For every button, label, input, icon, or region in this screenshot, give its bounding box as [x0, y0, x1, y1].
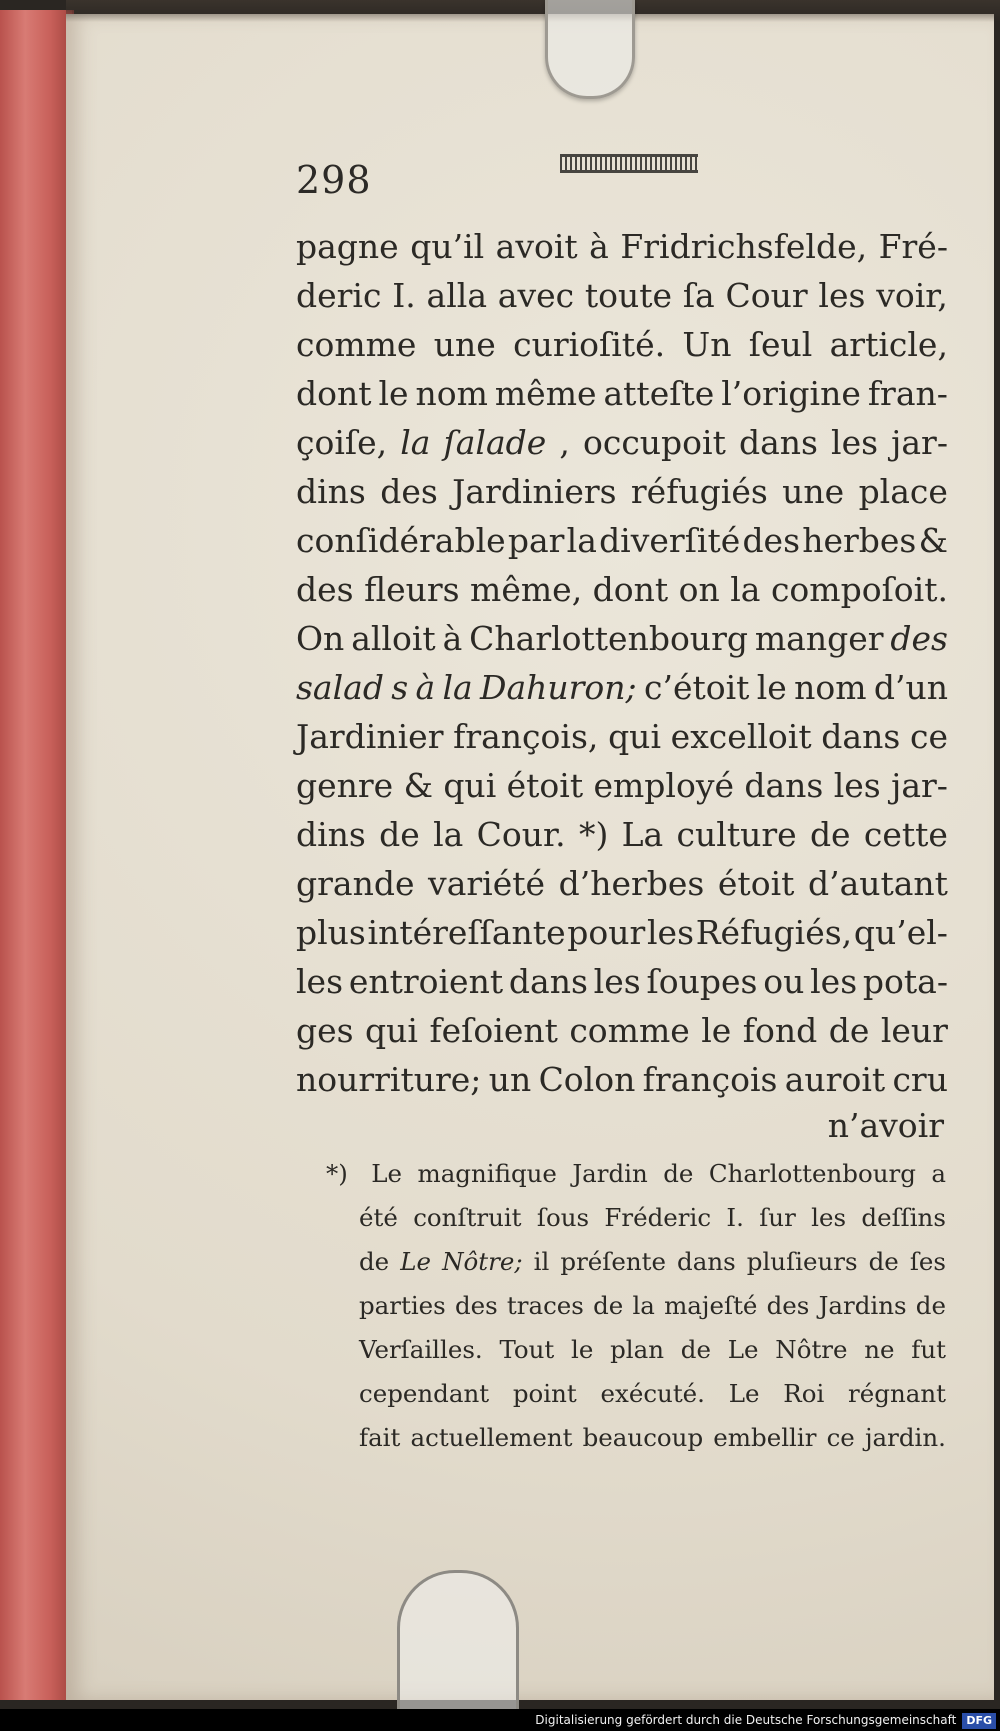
footnote	[326, 1152, 946, 1460]
body-line: plus intéreſſante pour les Réfugiés, qu’el-	[296, 913, 948, 952]
bottom-page-clip	[397, 1570, 519, 1713]
body-line: genre & qui étoit employé dans les jar-	[296, 766, 948, 805]
page-number: 298	[296, 158, 372, 202]
footnote-line: Verſailles. Tout le plan de Le Nôtre ne fut	[359, 1335, 946, 1364]
body-line: comme une curioſité. Un ſeul article,	[296, 325, 948, 364]
body-line: conſidérable par la diverſité des herbes &	[296, 521, 948, 560]
footnote-line: fait actuellement beaucoup embellir ce jardin.	[359, 1423, 946, 1452]
footnote-mark: *)	[326, 1159, 348, 1188]
dfg-logo-badge: DFG	[962, 1713, 996, 1729]
body-line: dins de la Cour. *) La culture de cette	[296, 815, 948, 854]
body-line: nourriture; un Colon françois auroit cru	[296, 1060, 948, 1099]
body-line: des fleurs même, dont on la compoſoit.	[296, 570, 948, 609]
body-line: On alloit à Charlottenbourg manger des	[296, 619, 948, 658]
page-top-shadow	[66, 0, 1000, 22]
body-line: dins des Jardiniers réfugiés une place	[296, 472, 948, 511]
digitization-footer	[0, 1709, 1000, 1731]
body-line: çoiſe, la ſalade , occupoit dans les jar-	[296, 423, 948, 462]
top-page-clip	[545, 0, 635, 99]
footnote-line: *) Le magnifique Jardin de Charlottenbourg a	[326, 1152, 946, 1196]
footnote-line: été conſtruit ſous Fréderic I. ſur les deſſins	[359, 1203, 946, 1232]
body-text	[296, 222, 948, 1104]
body-line: ges qui feſoient comme le fond de leur	[296, 1011, 948, 1050]
footnote-line: parties des traces de la majeſté des Jardins de	[359, 1291, 946, 1320]
footnote-line: cependant point exécuté. Le Roi régnant	[359, 1379, 946, 1408]
footnote-line: de Le Nôtre; il préſente dans pluſieurs de ſes	[359, 1247, 946, 1276]
body-line: grande variété d’herbes étoit d’autant	[296, 864, 948, 903]
footer-credit: Digitalisierung gefördert durch die Deutsche Forschungsgemeinschaft	[535, 1713, 957, 1727]
body-line: pagne qu’il avoit à Fridrichsfelde, Fré-	[296, 227, 948, 266]
catchword: n’avoir	[827, 1106, 944, 1145]
body-line: deric I. alla avec toute ſa Cour les voir,	[296, 276, 948, 315]
body-line: dont le nom même atteſte l’origine fran-	[296, 374, 948, 413]
body-line: salad s à la Dahuron; c’étoit le nom d’un	[296, 668, 948, 707]
body-line: Jardinier françois, qui excelloit dans ce	[296, 717, 948, 756]
body-line: les entroient dans les ſoupes ou les pota-	[296, 962, 948, 1001]
book-page-edges	[0, 10, 74, 1700]
header-ornament	[560, 154, 698, 173]
